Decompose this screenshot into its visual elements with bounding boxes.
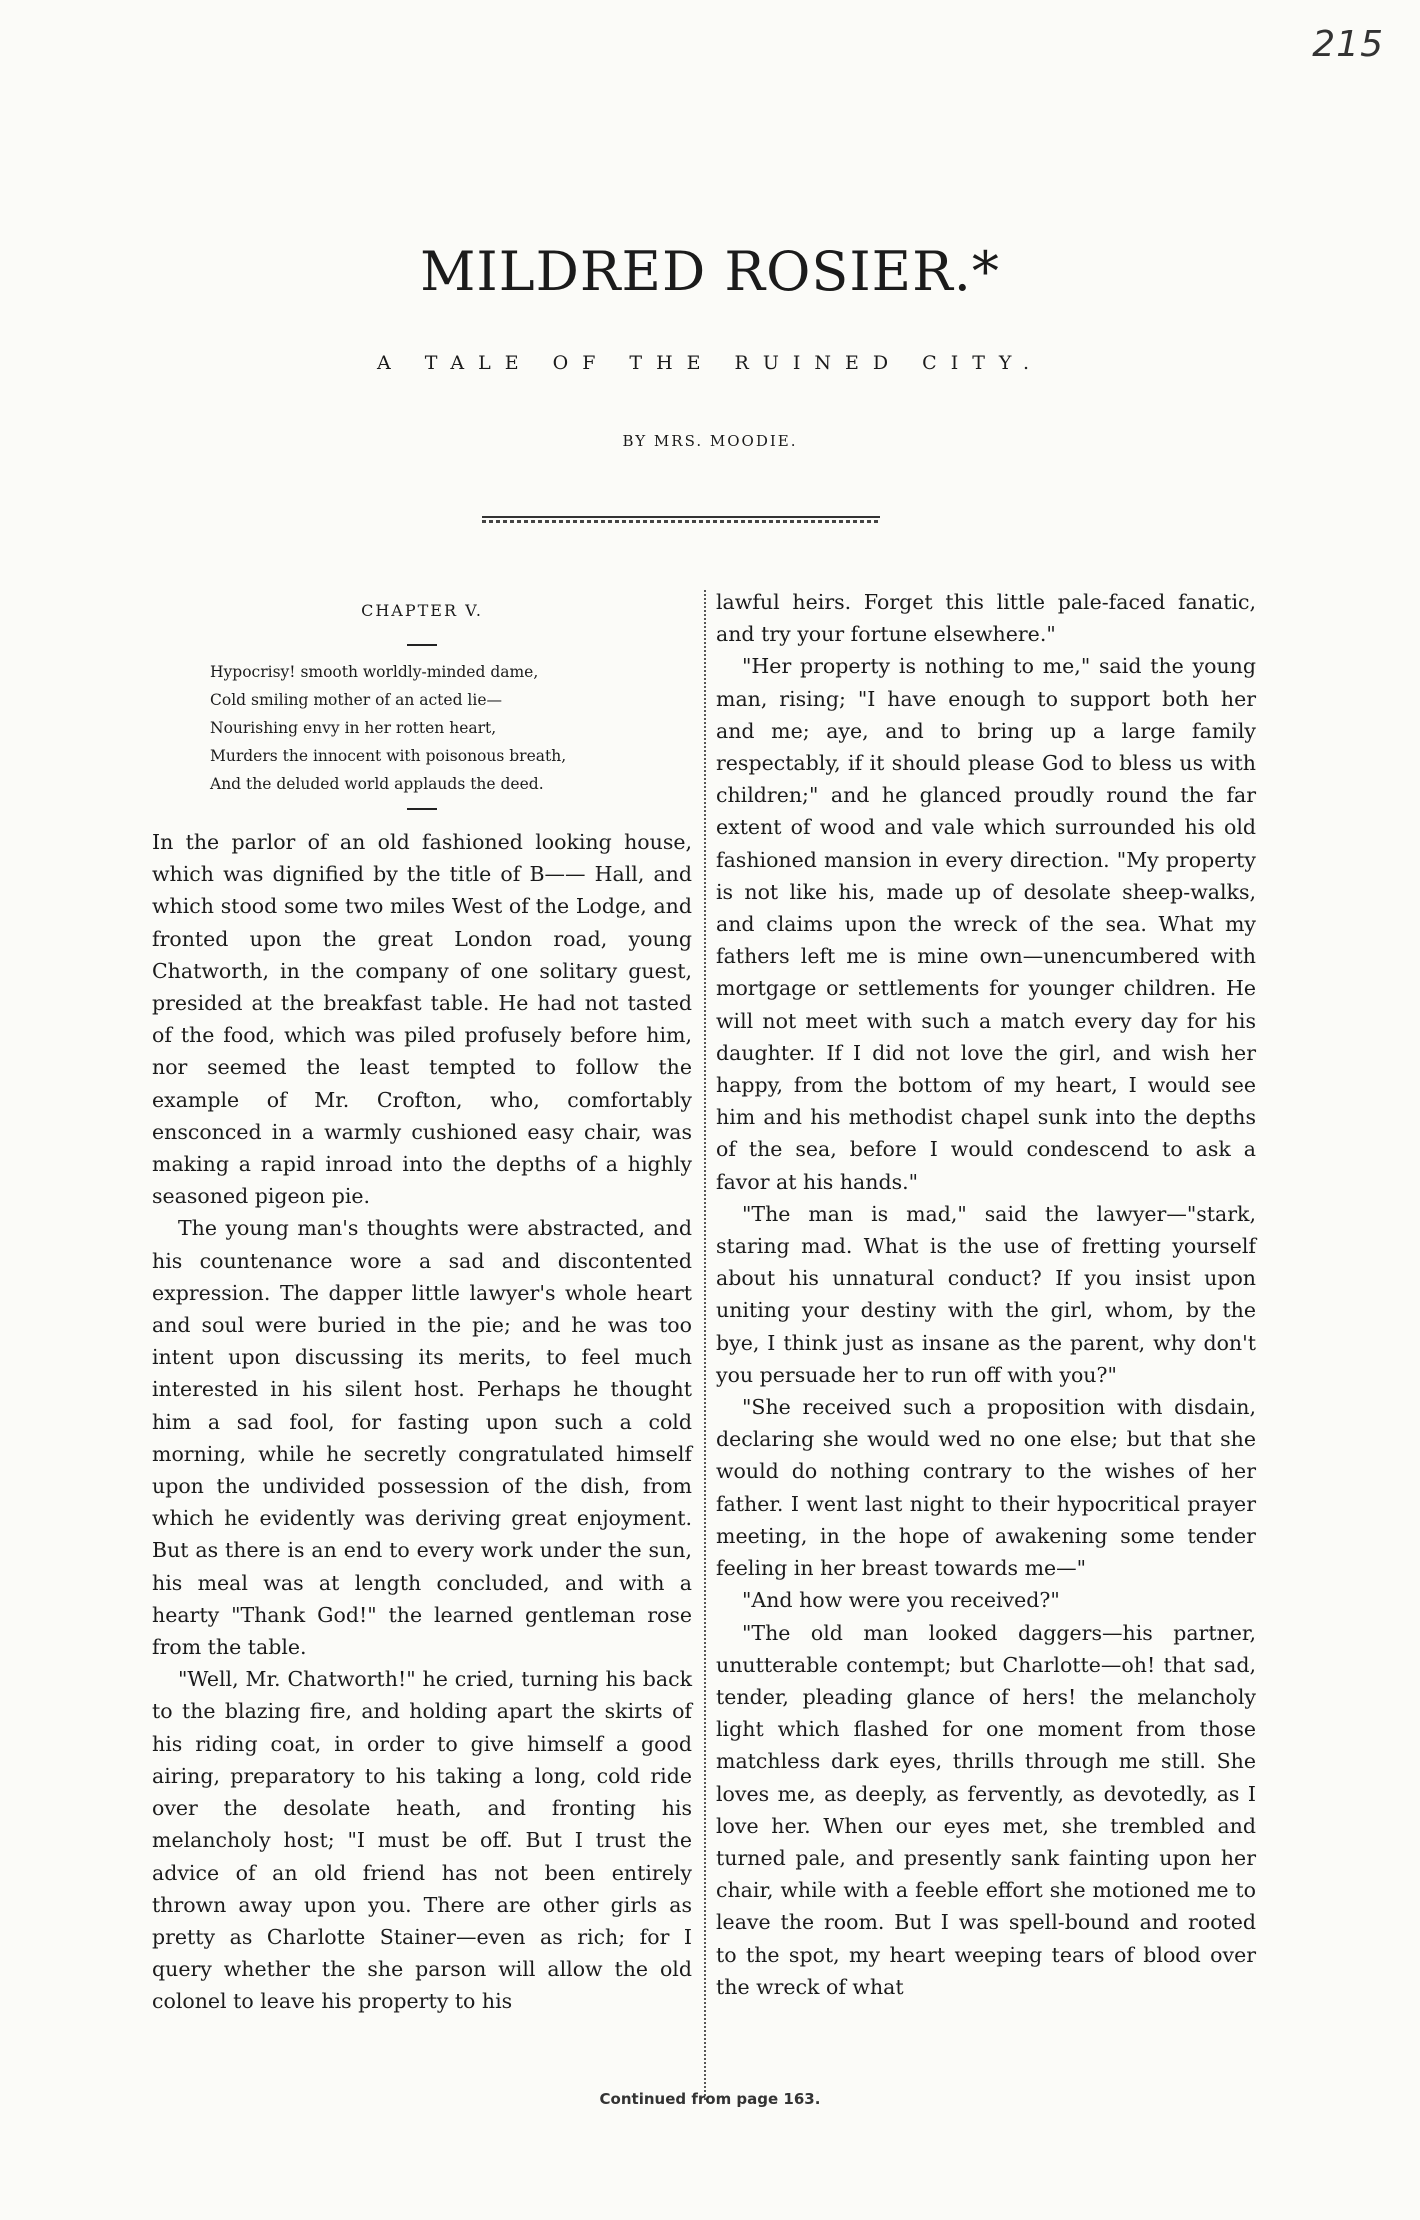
author-byline: BY MRS. MOODIE.	[622, 432, 798, 450]
right-column	[716, 586, 1256, 2003]
epigraph-line: Hypocrisy! smooth worldly-minded dame,	[210, 663, 539, 681]
paragraph: In the parlor of an old fashioned looking house, which was dignified by the title of B—— Hall, and which stood some two miles West of the Lodge, and fronted upon the great London road, young Chatworth, in the company of one solitary guest, presided at the breakfast table. He had not tasted of the food, which was piled profusely before him, nor seemed the least tempted to follow the example of Mr. Crofton, who, comfortably ensconced in a warmly cushioned easy chair, was making a rapid inroad into the depths of a highly seasoned pigeon pie.	[152, 830, 692, 1209]
paragraph: "Well, Mr. Chatworth!" he cried, turning his back to the blazing fire, and holding apart the skirts of his riding coat, in order to give himself a good airing, preparatory to his taking a long, cold ride over the desolate heath, and fronting his melancholy host; "I must be off. But I trust the advice of an old friend has not been entirely thrown away upon you. There are other girls as pretty as Charlotte Stainer—even as rich; for I query whether the she parson will allow the old colonel to leave his property to his	[152, 1667, 692, 2014]
story-subtitle: A TALE OF THE RUINED CITY.	[376, 352, 1044, 374]
short-rule	[407, 644, 437, 646]
chapter-heading: CHAPTER V.	[361, 601, 483, 620]
paragraph: "And how were you received?"	[742, 1588, 1060, 1613]
page-number: 215	[1312, 24, 1384, 65]
epigraph-line: Cold smiling mother of an acted lie—	[210, 691, 503, 709]
epigraph-line: Nourishing envy in her rotten heart,	[210, 719, 497, 737]
epigraph-line: And the deluded world applauds the deed.	[210, 775, 544, 793]
story-title: MILDRED ROSIER.*	[420, 240, 1000, 303]
column-divider	[704, 590, 706, 2100]
paragraph: The young man's thoughts were abstracted, and his countenance wore a sad and discontented expression. The dapper little lawyer's whole heart and soul were buried in the pie; and he was too intent upon discussing its merits, to feel much interested in his silent host. Perhaps he thought him a sad fool, for fasting upon such a cold morning, while he secretly congratulated himself upon the undivided possession of the dish, from which he evidently was deriving great enjoyment. But as there is an end to every work under the sun, his meal was at length concluded, and with a hearty "Thank God!" the learned gentleman rose from the table.	[152, 1216, 692, 1660]
epigraph-line: Murders the innocent with poisonous breath,	[210, 747, 567, 765]
paragraph: "She received such a proposition with disdain, declaring she would wed no one else; but that she would do nothing contrary to the wishes of her father. I went last night to their hypocritical prayer meeting, in the hope of awakening some tender feeling in her breast towards me—"	[716, 1395, 1256, 1581]
paragraph: "The old man looked daggers—his partner, unutterable contempt; but Charlotte—oh! that sad, tender, pleading glance of hers! the melancholy light which flashed for one moment from those matchless dark eyes, thrills through me still. She loves me, as deeply, as fervently, as devotedly, as I love her. When our eyes met, she trembled and turned pale, and presently sank fainting upon her chair, while with a feeble effort she motioned me to leave the room. But I was spell-bound and rooted to the spot, my heart weeping tears of blood over the wreck of what	[716, 1620, 1256, 1999]
short-rule	[407, 808, 437, 810]
paragraph: lawful heirs. Forget this little pale-faced fanatic, and try your fortune elsewhere."	[716, 590, 1256, 647]
ornamental-rule	[482, 516, 880, 526]
epigraph	[210, 658, 692, 798]
continuation-note: Continued from page 163.	[599, 2090, 821, 2108]
paragraph: "Her property is nothing to me," said the young man, rising; "I have enough to support both her and me; aye, and to bring up a large family respectably, if it should please God to bless us with children;" and he glanced proudly round the far extent of wood and vale which surrounded his old fashioned mansion in every direction. "My property is not like his, made up of desolate sheep-walks, and claims upon the wreck of the sea. What my fathers left me is mine own—unencumbered with mortgage or settlements for younger children. He will not meet with such a match every day for his daughter. If I did not love the girl, and wish her happy, from the bottom of my heart, I would see him and his methodist chapel sunk into the depths of the sea, before I would condescend to ask a favor at his hands."	[716, 654, 1256, 1194]
left-column	[152, 588, 692, 2018]
paragraph: "The man is mad," said the lawyer—"stark, staring mad. What is the use of fretting yourself about his unnatural conduct? If you insist upon uniting your destiny with the girl, whom, by the bye, I think just as insane as the parent, why don't you persuade her to run off with you?"	[716, 1201, 1256, 1387]
